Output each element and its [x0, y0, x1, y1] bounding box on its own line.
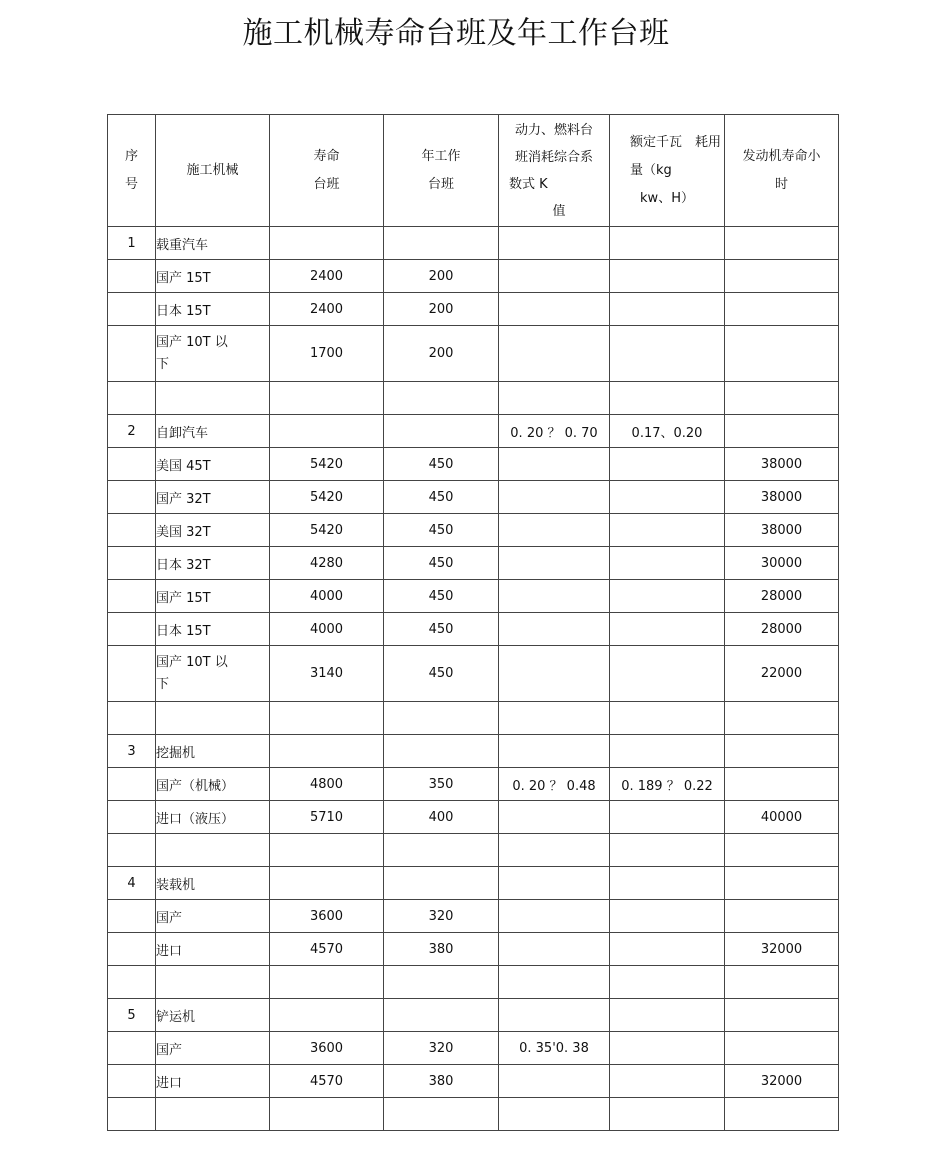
cell-rated	[610, 867, 725, 900]
cell-k-factor	[499, 1065, 610, 1098]
table-row	[108, 547, 839, 580]
cell-life	[270, 999, 384, 1032]
cell-engine: 38000	[725, 514, 839, 547]
cell-seq	[108, 448, 156, 481]
cell-k-factor	[499, 293, 610, 326]
cell-engine	[725, 834, 839, 867]
cell-life: 4000	[270, 613, 384, 646]
cell-machine: 国产 32T	[156, 481, 270, 514]
cell-machine: 美国 45T	[156, 448, 270, 481]
cell-engine: 40000	[725, 801, 839, 834]
table-row	[108, 481, 839, 514]
cell-life: 2400	[270, 293, 384, 326]
table-row	[108, 1032, 839, 1065]
cell-life	[270, 867, 384, 900]
cell-k-factor	[499, 613, 610, 646]
cell-life	[270, 1098, 384, 1131]
cell-rated	[610, 481, 725, 514]
cell-engine: 32000	[725, 1065, 839, 1098]
cell-engine	[725, 260, 839, 293]
cell-life	[270, 966, 384, 999]
cell-life: 5420	[270, 481, 384, 514]
cell-seq	[108, 834, 156, 867]
cell-seq: 4	[108, 867, 156, 900]
header-machine: 施工机械	[156, 115, 270, 227]
table-row	[108, 966, 839, 999]
cell-seq	[108, 547, 156, 580]
cell-rated	[610, 1098, 725, 1131]
cell-seq: 2	[108, 415, 156, 448]
cell-machine	[156, 382, 270, 415]
cell-rated	[610, 933, 725, 966]
cell-rated	[610, 326, 725, 382]
machinery-table	[107, 114, 839, 1131]
header-seq: 序 号	[108, 115, 156, 227]
cell-engine	[725, 867, 839, 900]
cell-machine: 国产 10T 以下	[156, 326, 270, 382]
cell-k-factor	[499, 448, 610, 481]
cell-rated	[610, 1065, 725, 1098]
cell-annual	[384, 999, 499, 1032]
cell-machine	[156, 702, 270, 735]
cell-seq: 3	[108, 735, 156, 768]
cell-machine: 美国 32T	[156, 514, 270, 547]
cell-life	[270, 227, 384, 260]
cell-engine: 32000	[725, 933, 839, 966]
cell-machine	[156, 834, 270, 867]
cell-annual: 400	[384, 801, 499, 834]
cell-k-factor	[499, 834, 610, 867]
cell-seq	[108, 1098, 156, 1131]
cell-engine	[725, 1098, 839, 1131]
cell-annual: 450	[384, 547, 499, 580]
cell-seq	[108, 801, 156, 834]
cell-seq	[108, 1065, 156, 1098]
table-row	[108, 382, 839, 415]
table-row	[108, 580, 839, 613]
cell-annual: 350	[384, 768, 499, 801]
cell-seq	[108, 900, 156, 933]
cell-rated	[610, 801, 725, 834]
cell-engine	[725, 1032, 839, 1065]
cell-seq: 5	[108, 999, 156, 1032]
cell-annual: 450	[384, 613, 499, 646]
cell-machine: 日本 15T	[156, 613, 270, 646]
cell-machine	[156, 1098, 270, 1131]
cell-machine: 自卸汽车	[156, 415, 270, 448]
cell-seq	[108, 260, 156, 293]
cell-annual	[384, 227, 499, 260]
table-row	[108, 326, 839, 382]
header-engine: 发动机寿命小 时	[725, 115, 839, 227]
cell-annual	[384, 415, 499, 448]
cell-machine: 国产 15T	[156, 580, 270, 613]
cell-annual	[384, 382, 499, 415]
table-row	[108, 1065, 839, 1098]
cell-k-factor	[499, 547, 610, 580]
cell-seq	[108, 293, 156, 326]
cell-k-factor	[499, 382, 610, 415]
cell-machine: 进口（液压）	[156, 801, 270, 834]
cell-k-factor	[499, 801, 610, 834]
cell-engine: 38000	[725, 481, 839, 514]
cell-engine: 28000	[725, 613, 839, 646]
table-row	[108, 613, 839, 646]
cell-annual: 200	[384, 326, 499, 382]
cell-life	[270, 702, 384, 735]
cell-annual	[384, 1098, 499, 1131]
cell-life	[270, 415, 384, 448]
cell-seq	[108, 933, 156, 966]
cell-annual: 320	[384, 1032, 499, 1065]
cell-rated	[610, 293, 725, 326]
cell-annual: 450	[384, 646, 499, 702]
cell-engine: 30000	[725, 547, 839, 580]
cell-machine: 国产	[156, 1032, 270, 1065]
cell-annual	[384, 702, 499, 735]
document-title: 施工机械寿命台班及年工作台班	[242, 16, 670, 51]
header-life: 寿命 台班	[270, 115, 384, 227]
cell-machine: 装载机	[156, 867, 270, 900]
cell-machine: 载重汽车	[156, 227, 270, 260]
cell-machine	[156, 966, 270, 999]
cell-engine	[725, 900, 839, 933]
cell-life: 3600	[270, 900, 384, 933]
cell-seq	[108, 514, 156, 547]
cell-annual	[384, 867, 499, 900]
cell-annual: 200	[384, 293, 499, 326]
cell-life	[270, 834, 384, 867]
cell-rated	[610, 1032, 725, 1065]
cell-machine: 国产	[156, 900, 270, 933]
cell-annual: 450	[384, 448, 499, 481]
cell-annual: 450	[384, 481, 499, 514]
cell-k-factor	[499, 867, 610, 900]
cell-k-factor: 0. 20 ？ 0.48	[499, 768, 610, 801]
cell-rated	[610, 735, 725, 768]
cell-life: 3140	[270, 646, 384, 702]
cell-k-factor	[499, 514, 610, 547]
cell-k-factor	[499, 646, 610, 702]
cell-k-factor	[499, 580, 610, 613]
table-row	[108, 999, 839, 1032]
table-row	[108, 1098, 839, 1131]
cell-engine	[725, 768, 839, 801]
cell-engine: 38000	[725, 448, 839, 481]
cell-k-factor	[499, 900, 610, 933]
cell-rated	[610, 613, 725, 646]
cell-machine: 进口	[156, 1065, 270, 1098]
cell-rated	[610, 580, 725, 613]
cell-rated	[610, 260, 725, 293]
cell-engine	[725, 999, 839, 1032]
cell-machine: 进口	[156, 933, 270, 966]
cell-life: 4570	[270, 933, 384, 966]
cell-machine: 铲运机	[156, 999, 270, 1032]
cell-k-factor	[499, 326, 610, 382]
cell-k-factor	[499, 933, 610, 966]
table-row	[108, 867, 839, 900]
cell-seq	[108, 646, 156, 702]
cell-annual: 200	[384, 260, 499, 293]
cell-rated: 0. 189 ？ 0.22	[610, 768, 725, 801]
table-row	[108, 646, 839, 702]
cell-life: 1700	[270, 326, 384, 382]
header-k-factor: 动力、燃料台 班消耗综合系 数式 K 值	[499, 115, 610, 227]
cell-rated	[610, 227, 725, 260]
cell-engine: 22000	[725, 646, 839, 702]
header-row	[108, 115, 839, 227]
cell-rated	[610, 646, 725, 702]
table-row	[108, 933, 839, 966]
cell-seq	[108, 580, 156, 613]
cell-rated	[610, 999, 725, 1032]
cell-seq	[108, 481, 156, 514]
table-row	[108, 448, 839, 481]
cell-k-factor	[499, 227, 610, 260]
cell-seq	[108, 613, 156, 646]
cell-rated	[610, 966, 725, 999]
cell-life: 4570	[270, 1065, 384, 1098]
cell-engine	[725, 326, 839, 382]
cell-engine	[725, 702, 839, 735]
cell-rated	[610, 448, 725, 481]
cell-engine	[725, 293, 839, 326]
cell-annual: 450	[384, 514, 499, 547]
cell-rated	[610, 834, 725, 867]
table-row	[108, 514, 839, 547]
cell-life: 5710	[270, 801, 384, 834]
cell-seq	[108, 326, 156, 382]
cell-rated	[610, 514, 725, 547]
cell-machine: 国产 10T 以下	[156, 646, 270, 702]
cell-k-factor	[499, 481, 610, 514]
table-row	[108, 415, 839, 448]
cell-k-factor	[499, 1098, 610, 1131]
cell-engine: 28000	[725, 580, 839, 613]
cell-life: 4000	[270, 580, 384, 613]
cell-k-factor	[499, 735, 610, 768]
table-row	[108, 801, 839, 834]
cell-machine: 日本 15T	[156, 293, 270, 326]
cell-seq	[108, 382, 156, 415]
cell-rated	[610, 382, 725, 415]
cell-k-factor	[499, 999, 610, 1032]
header-annual: 年工作 台班	[384, 115, 499, 227]
table-row	[108, 227, 839, 260]
cell-rated	[610, 547, 725, 580]
cell-life: 3600	[270, 1032, 384, 1065]
cell-life: 5420	[270, 448, 384, 481]
cell-annual: 380	[384, 1065, 499, 1098]
cell-engine	[725, 227, 839, 260]
table-row	[108, 900, 839, 933]
cell-life: 2400	[270, 260, 384, 293]
cell-annual	[384, 966, 499, 999]
cell-seq	[108, 966, 156, 999]
cell-rated: 0.17、0.20	[610, 415, 725, 448]
table-row	[108, 834, 839, 867]
cell-k-factor	[499, 702, 610, 735]
table-row	[108, 768, 839, 801]
cell-seq	[108, 768, 156, 801]
cell-k-factor: 0. 35'0. 38	[499, 1032, 610, 1065]
cell-seq	[108, 1032, 156, 1065]
cell-seq	[108, 702, 156, 735]
cell-engine	[725, 735, 839, 768]
cell-annual	[384, 834, 499, 867]
cell-machine: 日本 32T	[156, 547, 270, 580]
cell-machine: 国产（机械）	[156, 768, 270, 801]
cell-k-factor	[499, 260, 610, 293]
cell-machine: 挖掘机	[156, 735, 270, 768]
cell-annual: 320	[384, 900, 499, 933]
table-body	[108, 227, 839, 1131]
cell-life	[270, 735, 384, 768]
cell-engine	[725, 415, 839, 448]
header-rated: 额定千瓦 耗用 量（kg kw、H）	[610, 115, 725, 227]
cell-seq: 1	[108, 227, 156, 260]
cell-life: 4280	[270, 547, 384, 580]
cell-rated	[610, 702, 725, 735]
table-row	[108, 293, 839, 326]
cell-engine	[725, 966, 839, 999]
table-row	[108, 735, 839, 768]
cell-life: 5420	[270, 514, 384, 547]
cell-life	[270, 382, 384, 415]
cell-life: 4800	[270, 768, 384, 801]
cell-engine	[725, 382, 839, 415]
cell-annual	[384, 735, 499, 768]
cell-rated	[610, 900, 725, 933]
table-row	[108, 702, 839, 735]
cell-k-factor: 0. 20 ？ 0. 70	[499, 415, 610, 448]
table-row	[108, 260, 839, 293]
cell-annual: 450	[384, 580, 499, 613]
cell-annual: 380	[384, 933, 499, 966]
cell-machine: 国产 15T	[156, 260, 270, 293]
cell-k-factor	[499, 966, 610, 999]
